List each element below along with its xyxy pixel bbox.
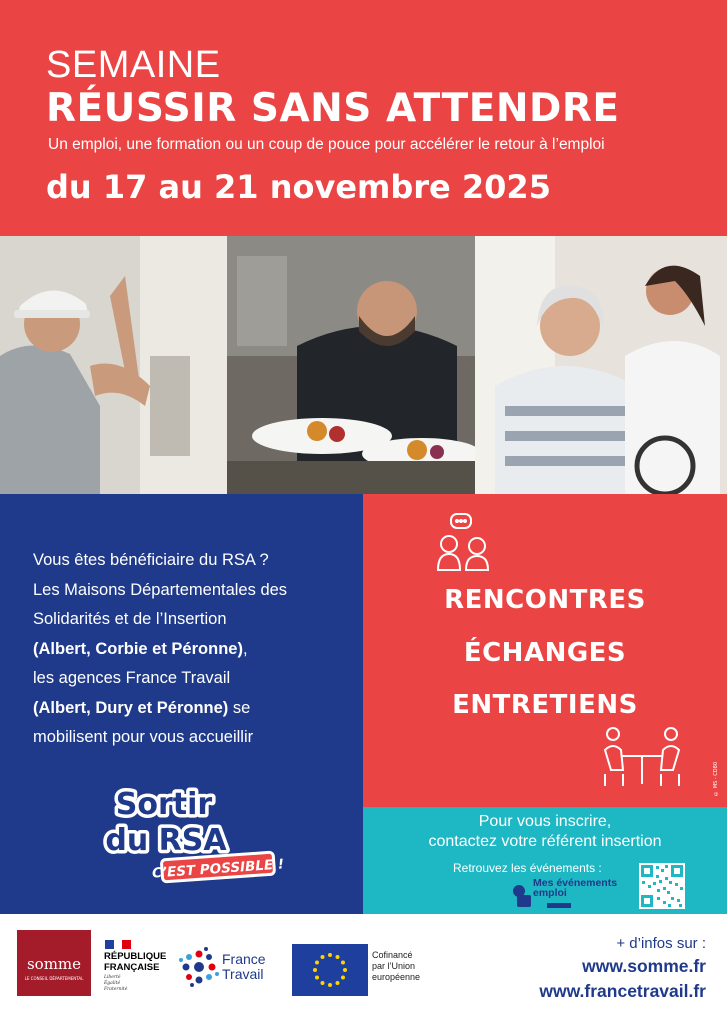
mes-evenements-text[interactable] — [533, 878, 617, 898]
agency-locations: (Albert, Dury et Péronne) — [33, 698, 229, 717]
somme-logo — [17, 930, 91, 996]
info-line: Vous êtes bénéficiaire du RSA ? — [33, 551, 269, 569]
mds-locations: (Albert, Corbie et Péronne) — [33, 639, 243, 658]
eu-star — [341, 961, 345, 965]
info-text — [33, 546, 353, 753]
photo-credit: © MS - CD80 — [713, 762, 719, 796]
eu-line: européenne — [372, 972, 421, 982]
activity-rencontres: RENCONTRES — [444, 585, 646, 615]
footer — [0, 914, 727, 1024]
conversation-icon — [435, 512, 495, 572]
photo-caregiver-elderly — [475, 236, 727, 494]
ft-line: France — [222, 951, 266, 967]
activity-echanges: ÉCHANGES — [463, 638, 627, 668]
rf-motto — [104, 975, 174, 993]
info-line-rest: se — [228, 698, 251, 717]
republique-francaise-logo — [104, 940, 174, 993]
header-banner — [0, 0, 727, 236]
info-line: Solidarités et de l’Insertion — [33, 610, 227, 628]
registration-line-2: contactez votre référent insertion — [428, 833, 662, 850]
badge-line-2: du RSA — [105, 823, 227, 858]
app-line-2: emploi — [533, 887, 567, 899]
eu-star — [313, 968, 317, 972]
app-line-1: Mes événements — [533, 877, 618, 889]
somme-logo-name: somme — [26, 955, 82, 973]
rf-title-line: RÉPUBLIQUE — [104, 951, 167, 962]
rf-motto-line: Égalité — [104, 981, 121, 986]
eu-star — [315, 976, 319, 980]
eu-star — [328, 953, 332, 957]
header-subtitle: Un emploi, une formation ou un coup de pouce pour accélérer le retour à l’emploi — [48, 136, 605, 153]
badge-tag: C’EST POSSIBLE ! — [151, 856, 285, 882]
badge-line-1: Sortir — [115, 787, 213, 822]
info-line — [33, 635, 353, 665]
more-info-label: + d’infos sur : — [616, 935, 706, 952]
sortir-du-rsa-badge — [100, 776, 285, 886]
eu-star — [343, 968, 347, 972]
meeting-table-icon — [601, 726, 683, 788]
event-dates: du 17 au 21 novembre 2025 — [46, 168, 551, 206]
eu-star — [336, 955, 340, 959]
france-travail-icon — [178, 946, 220, 988]
eu-line: Cofinancé — [372, 950, 413, 960]
info-panel — [0, 494, 363, 914]
eu-star — [336, 981, 340, 985]
eu-star — [341, 976, 345, 980]
photo-strip — [0, 236, 727, 494]
page-title: RÉUSSIR SANS ATTENDRE — [46, 86, 620, 131]
info-line: les agences France Travail — [33, 669, 231, 687]
header-kicker: SEMAINE — [46, 44, 221, 86]
info-line: Les Maisons Départementales des — [33, 580, 288, 599]
activity-entretiens: ENTRETIENS — [452, 690, 638, 720]
info-line — [33, 694, 353, 724]
ft-line: Travail — [222, 966, 264, 982]
eu-star — [321, 981, 325, 985]
info-line: mobilisent pour vous accueillir — [33, 728, 254, 746]
eu-star — [328, 983, 332, 987]
qr-code[interactable] — [639, 863, 685, 909]
french-flag-icon — [105, 940, 131, 949]
somme-logo-sub: LE CONSEIL DÉPARTEMENTAL — [24, 976, 84, 981]
photo-chef — [227, 236, 475, 494]
eu-line: par l’Union — [372, 961, 416, 971]
registration-panel — [363, 807, 727, 914]
registration-line-1: Pour vous inscrire, — [478, 813, 612, 830]
find-events-label: Retrouvez les événements : — [453, 861, 602, 875]
francetravail-url-link[interactable]: www.francetravail.fr — [539, 981, 706, 1001]
rf-title — [104, 952, 174, 973]
rf-motto-line: Fraternité — [104, 987, 128, 992]
info-line-rest: , — [242, 639, 248, 658]
eu-star — [315, 961, 319, 965]
eu-star — [321, 955, 325, 959]
more-info — [539, 934, 706, 1004]
france-travail-text — [222, 952, 266, 982]
rf-motto-line: Liberté — [104, 975, 121, 980]
eu-cofinance-text — [372, 950, 420, 983]
photo-construction-worker — [0, 236, 227, 494]
eu-flag-icon — [292, 944, 368, 996]
rf-title-line: FRANÇAISE — [104, 961, 160, 973]
somme-url-link[interactable]: www.somme.fr — [582, 956, 706, 976]
activities-panel — [363, 494, 727, 807]
